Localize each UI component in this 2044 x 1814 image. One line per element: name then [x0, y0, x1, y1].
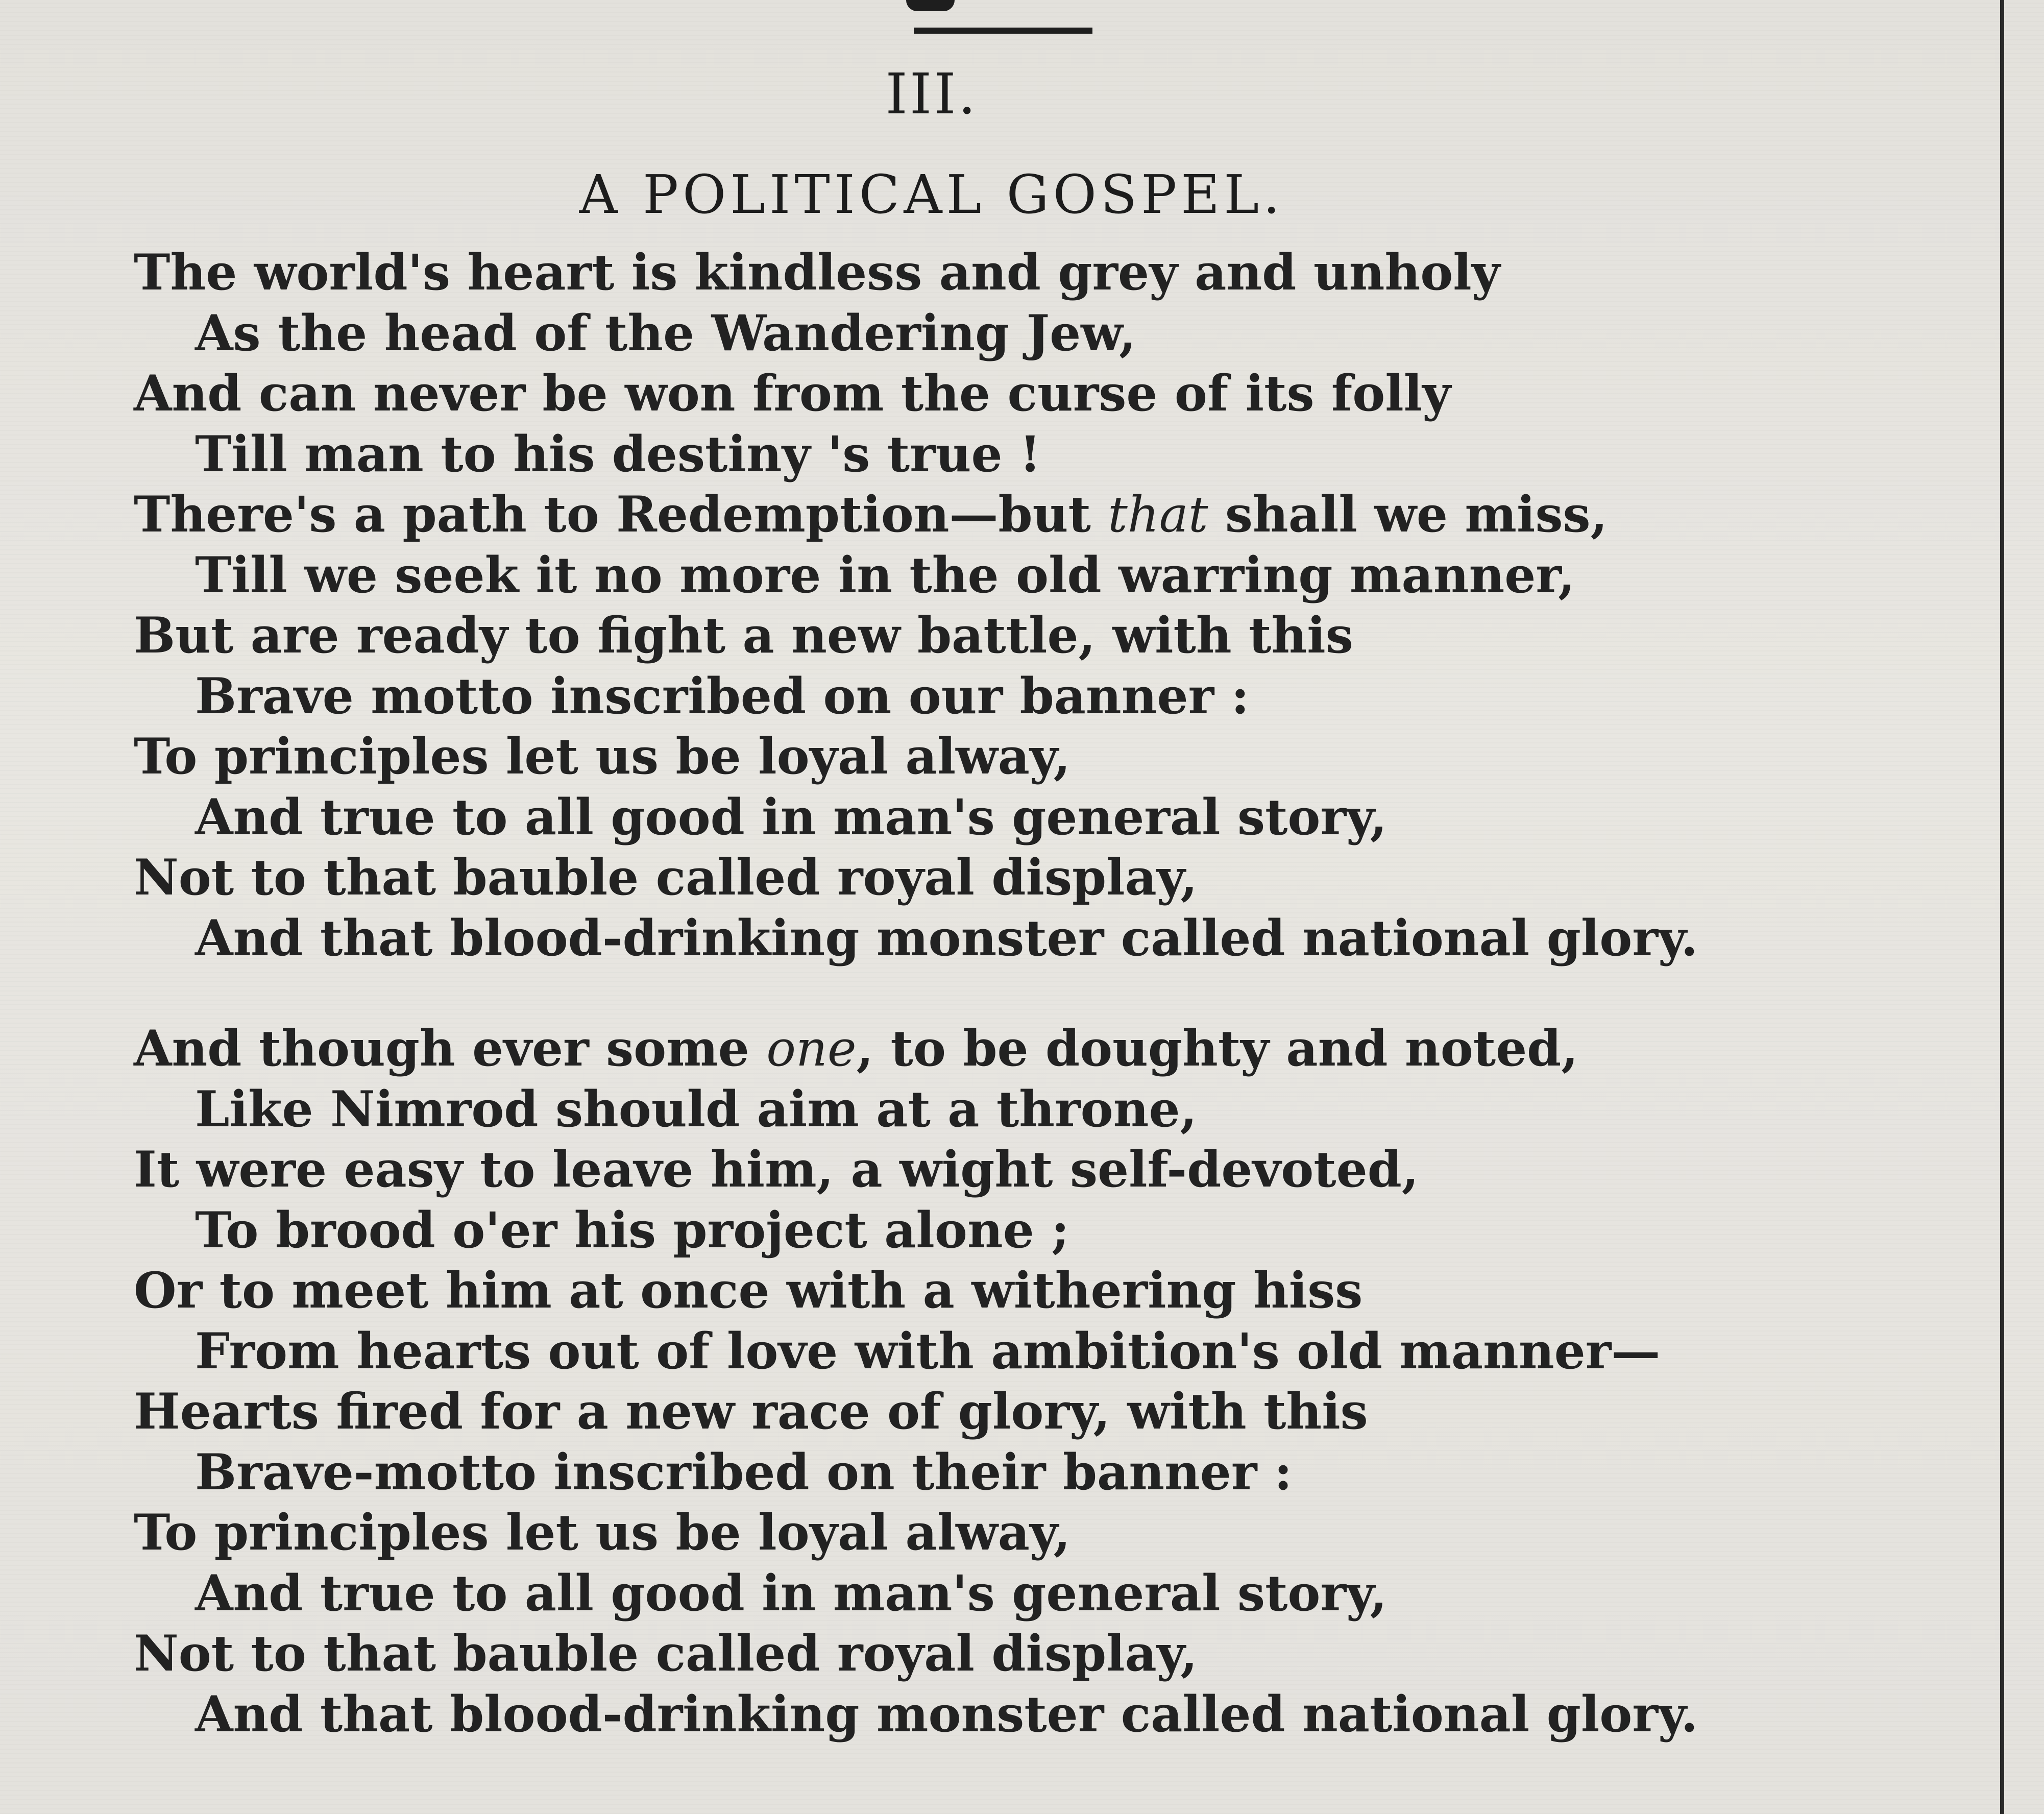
poem-line: From hearts out of love with ambition's old manner—	[195, 1322, 1661, 1380]
line-text: , to be doughty and noted,	[856, 1020, 1578, 1077]
poem-title: A POLITICAL GOSPEL.	[579, 163, 1284, 226]
poem-line: And can never be won from the curse of its folly	[134, 365, 1451, 422]
poem-line: To principles let us be loyal alway,	[134, 1504, 1071, 1561]
section-number: III.	[885, 61, 978, 127]
line-text: And though ever some	[134, 1020, 767, 1077]
line-text: There's a path to Redemption—but	[134, 486, 1108, 543]
poem-line	[134, 485, 1698, 545]
poem-line: As the head of the Wandering Jew,	[195, 304, 1136, 362]
poem-line: Like Nimrod should aim at a throne,	[195, 1080, 1197, 1138]
poem-line: To brood o'er his project alone ;	[195, 1201, 1069, 1259]
poem-line: Hearts fired for a new race of glory, with this	[134, 1383, 1368, 1440]
column-rule	[2000, 0, 2004, 1814]
italic-word: that	[1108, 486, 1208, 543]
poem-line: But are ready to fight a new battle, with this	[134, 607, 1353, 664]
poem-line: And true to all good in man's general story,	[195, 1564, 1388, 1622]
poem-line: And that blood-drinking monster called national glory.	[195, 1685, 1698, 1743]
italic-word: one	[766, 1020, 857, 1077]
poem-line: Not to that bauble called royal display,	[134, 849, 1198, 906]
poem-line: To principles let us be loyal alway,	[134, 728, 1071, 785]
poem-line: Till man to his destiny 's true !	[195, 425, 1041, 483]
poem-line: And true to all good in man's general story,	[195, 788, 1388, 846]
poem-line: Brave motto inscribed on our banner :	[195, 667, 1250, 725]
stanza-2	[134, 1019, 1698, 1745]
top-rule	[914, 28, 1092, 34]
poem-line: Till we seek it no more in the old warring manner,	[195, 546, 1575, 604]
poem-line: It were easy to leave him, a wight self-devoted,	[134, 1141, 1419, 1198]
line-text: shall we miss,	[1208, 486, 1608, 543]
poem-line: Not to that bauble called royal display,	[134, 1625, 1198, 1682]
poem-line: Brave-motto inscribed on their banner :	[195, 1443, 1293, 1501]
poem-line: Or to meet him at once with a withering hiss	[134, 1262, 1363, 1319]
top-ornament	[906, 0, 955, 11]
poem-line: And that blood-drinking monster called national glory.	[195, 909, 1698, 967]
poem-line: The world's heart is kindless and grey and unholy	[134, 244, 1500, 301]
stanza-1	[134, 243, 1698, 969]
poem-line	[134, 1019, 1698, 1079]
